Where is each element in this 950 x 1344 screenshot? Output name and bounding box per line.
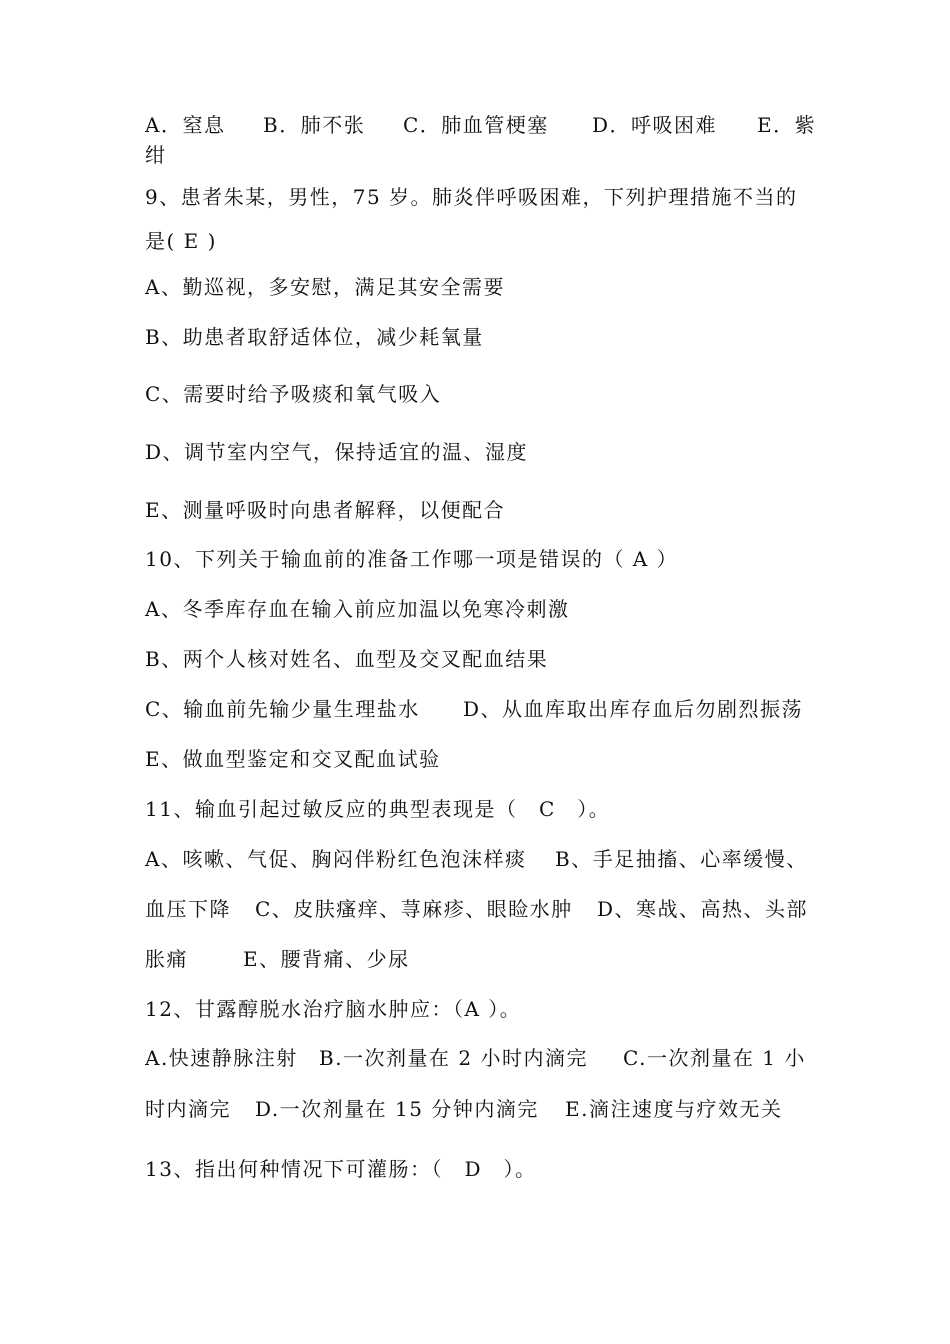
q9-option-a: A、勤巡视，多安慰，满足其安全需要 xyxy=(145,275,505,299)
q9-option-e: E、测量呼吸时向患者解释，以便配合 xyxy=(145,498,506,522)
q12-option-e: E.滴注速度与疗效无关 xyxy=(565,1097,783,1121)
q9-stem-line1: 9、患者朱某，男性，75 岁。肺炎伴呼吸困难，下列护理措施不当的 xyxy=(145,185,798,209)
q11-stem: 11、输血引起过敏反应的典型表现是（ C ）。 xyxy=(145,797,611,821)
q8-option-c: C．肺血管梗塞 xyxy=(403,113,549,137)
q12-stem: 12、甘露醇脱水治疗脑水肿应：（A ）。 xyxy=(145,997,522,1021)
q10-option-e: E、做血型鉴定和交叉配血试验 xyxy=(145,747,441,771)
q10-option-a: A、冬季库存血在输入前应加温以免寒冷刺激 xyxy=(145,597,570,621)
q9-option-b: B、助患者取舒适体位，减少耗氧量 xyxy=(145,325,484,349)
q11-option-c: C、皮肤瘙痒、荨麻疹、眼睑水肿 xyxy=(255,897,573,921)
q8-option-e-continued: 绀 xyxy=(145,143,167,167)
q11-option-d-continued: 胀痛 xyxy=(145,947,188,971)
q12-option-c-continued: 时内滴完 xyxy=(145,1097,231,1121)
q11-option-e: E、腰背痛、少尿 xyxy=(243,947,410,971)
q13-stem: 13、指出何种情况下可灌肠：（ D ）。 xyxy=(145,1157,537,1181)
q11-option-d: D、寒战、高热、头部 xyxy=(597,897,809,921)
q12-option-b: B.一次剂量在 2 小时内滴完 xyxy=(319,1046,588,1070)
q8-option-e: E．紫 xyxy=(757,113,817,137)
q8-option-d: D．呼吸困难 xyxy=(592,113,718,137)
q12-option-c: C.一次剂量在 1 小 xyxy=(623,1046,806,1070)
q8-option-a: A．窒息 xyxy=(145,113,226,137)
q8-option-b: B．肺不张 xyxy=(263,113,366,137)
q10-option-b: B、两个人核对姓名、血型及交叉配血结果 xyxy=(145,647,549,671)
q10-stem: 10、下列关于输血前的准备工作哪一项是错误的（ A ） xyxy=(145,547,679,571)
q9-option-c: C、需要时给予吸痰和氧气吸入 xyxy=(145,382,442,406)
q11-option-b-continued: 血压下降 xyxy=(145,897,231,921)
q10-option-c: C、输血前先输少量生理盐水 xyxy=(145,697,420,721)
q12-option-a: A.快速静脉注射 xyxy=(145,1046,298,1070)
q11-option-a: A、咳嗽、气促、胸闷伴粉红色泡沫样痰 xyxy=(145,847,527,871)
q9-option-d: D、调节室内空气，保持适宜的温、湿度 xyxy=(145,440,529,464)
q11-option-b: B、手足抽搐、心率缓慢、 xyxy=(555,847,808,871)
q10-option-d: D、从血库取出库存血后勿剧烈振荡 xyxy=(463,697,804,721)
q12-option-d: D.一次剂量在 15 分钟内滴完 xyxy=(255,1097,539,1121)
q9-stem-line2: 是( E ) xyxy=(145,229,217,253)
